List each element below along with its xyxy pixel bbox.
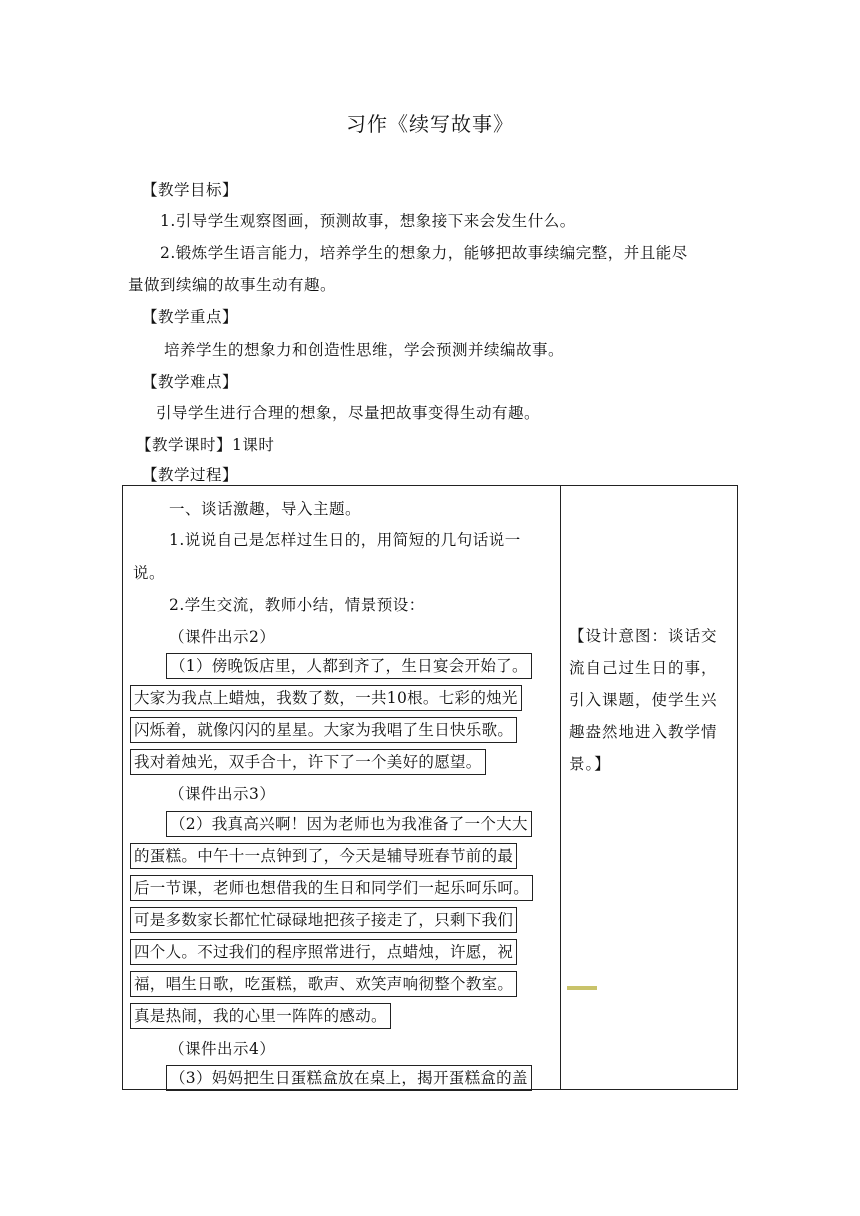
design-intent-line-5: 景。】 [569,755,611,773]
objective-1: 1.引导学生观察图画，预测故事，想象接下来会发生什么。 [160,212,576,230]
passage-1-line-4: 我对着烛光，双手合十，许下了一个美好的愿望。 [130,749,486,775]
teaching-hours: 【教学课时】1课时 [136,436,275,454]
passage-2-line-2: 的蛋糕。中午十一点钟到了，今天是辅导班春节前的最 [130,843,517,869]
show-2: （课件出示2） [169,628,276,646]
process-table [122,485,738,1090]
highlight-mark [567,986,597,990]
item-1-line-1: 1.说说自己是怎样过生日的，用简短的几句话说一 [169,531,521,549]
item-1-line-2: 说。 [133,564,166,582]
key-points-text: 培养学生的想象力和创造性思维，学会预测并续编故事。 [164,341,565,359]
item-2: 2.学生交流，教师小结，情景预设： [169,596,425,614]
design-intent-line-4: 趣盎然地进入教学情 [569,723,718,741]
passage-2-line-3: 后一节课，老师也想借我的生日和同学们一起乐呵乐呵。 [130,875,533,901]
show-3: （课件出示3） [169,785,276,803]
passage-2-line-5: 四个人。不过我们的程序照常进行，点蜡烛，许愿，祝 [130,939,517,965]
table-column-divider [560,486,561,1089]
objective-2-line-1: 2.锻炼学生语言能力，培养学生的想象力，能够把故事续编完整，并且能尽 [160,244,688,262]
passage-2-line-6: 福，唱生日歌，吃蛋糕，歌声、欢笑声响彻整个教室。 [130,971,517,997]
key-points-header: 【教学重点】 [142,308,239,326]
design-intent-line-1: 【设计意图：谈话交 [569,627,718,645]
process-header: 【教学过程】 [142,466,239,484]
passage-1-line-3: 闪烁着，就像闪闪的星星。大家为我唱了生日快乐歌。 [130,717,517,743]
step-title: 一、谈话激趣，导入主题。 [169,500,362,518]
passage-2-line-1: （2）我真高兴啊！因为老师也为我准备了一个大大 [166,811,532,837]
design-intent-line-3: 引入课题，使学生兴 [569,691,718,709]
passage-1-line-1: （1）傍晚饭店里，人都到齐了，生日宴会开始了。 [166,653,532,679]
passage-3-line-1: （3）妈妈把生日蛋糕盒放在桌上，揭开蛋糕盒的盖 [166,1065,532,1091]
passage-2-line-7: 真是热闹，我的心里一阵阵的感动。 [130,1003,391,1029]
passage-1-line-2: 大家为我点上蜡烛，我数了数，一共10根。七彩的烛光 [130,685,522,711]
difficult-points-header: 【教学难点】 [142,373,239,391]
show-4: （课件出示4） [169,1040,276,1058]
passage-2-line-4: 可是多数家长都忙忙碌碌地把孩子接走了，只剩下我们 [130,907,517,933]
objective-2-line-2: 量做到续编的故事生动有趣。 [128,276,337,294]
difficult-points-text: 引导学生进行合理的想象，尽量把故事变得生动有趣。 [156,404,541,422]
design-intent-line-2: 流自己过生日的事， [569,659,718,677]
objectives-header: 【教学目标】 [142,181,239,199]
page-title: 习作《续写故事》 [346,112,514,136]
